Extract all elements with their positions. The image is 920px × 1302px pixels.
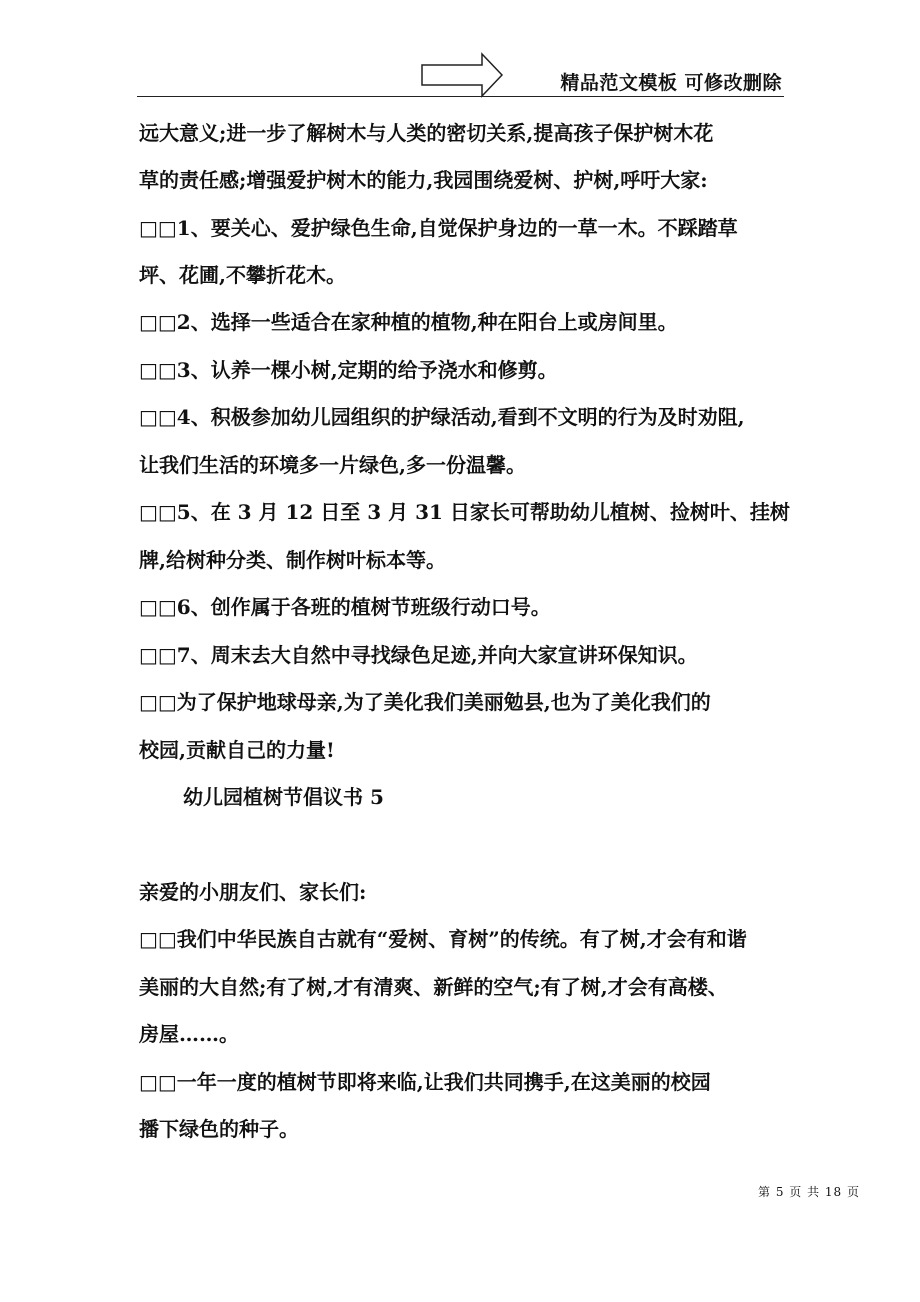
paragraph-line: □□为了保护地球母亲,为了美化我们美丽勉县,也为了美化我们的 <box>139 690 711 714</box>
paragraph-line: 坪、花圃,不攀折花木。 <box>139 263 346 287</box>
header-title: 精品范文模板 可修改删除 <box>560 72 782 94</box>
paragraph-line: 房屋……。 <box>139 1022 239 1046</box>
paragraph-line: 播下绿色的种子。 <box>139 1117 299 1141</box>
header-divider <box>137 96 784 97</box>
paragraph-line: □□3、认养一棵小树,定期的给予浇水和修剪。 <box>139 358 558 382</box>
paragraph-line: 美丽的大自然;有了树,才有清爽、新鲜的空气;有了树,才会有高楼、 <box>139 975 728 999</box>
paragraph-line: □□1、要关心、爱护绿色生命,自觉保护身边的一草一木。不踩踏草 <box>139 216 738 240</box>
paragraph-line: □□4、积极参加幼儿园组织的护绿活动,看到不文明的行为及时劝阻, <box>139 405 745 429</box>
paragraph-line: 校园,贡献自己的力量! <box>139 738 335 762</box>
paragraph-line: □□6、创作属于各班的植树节班级行动口号。 <box>139 595 551 619</box>
paragraph-line: 让我们生活的环境多一片绿色,多一份温馨。 <box>139 453 526 477</box>
paragraph-line: □□7、周末去大自然中寻找绿色足迹,并向大家宣讲环保知识。 <box>139 643 698 667</box>
paragraph-line: □□我们中华民族自古就有“爱树、育树”的传统。有了树,才会有和谐 <box>139 927 747 951</box>
paragraph-line: □□一年一度的植树节即将来临,让我们共同携手,在这美丽的校园 <box>139 1070 711 1094</box>
paragraph-line: 牌,给树种分类、制作树叶标本等。 <box>139 548 446 572</box>
page-number: 第 5 页 共 18 页 <box>758 1185 860 1199</box>
page-header <box>420 52 784 98</box>
section-title: 幼儿园植树节倡议书 5 <box>183 785 384 809</box>
arrow-right-icon <box>420 52 506 98</box>
paragraph-line: 草的责任感;增强爱护树木的能力,我园围绕爱树、护树,呼吁大家: <box>139 168 708 192</box>
paragraph-line: □□2、选择一些适合在家种植的植物,种在阳台上或房间里。 <box>139 310 678 334</box>
paragraph-line: 远大意义;进一步了解树木与人类的密切关系,提高孩子保护树木花 <box>139 121 714 145</box>
paragraph-line: □□5、在 3 月 12 日至 3 月 31 日家长可帮助幼儿植树、捡树叶、挂树 <box>139 500 790 524</box>
paragraph-line: 亲爱的小朋友们、家长们: <box>139 880 367 904</box>
